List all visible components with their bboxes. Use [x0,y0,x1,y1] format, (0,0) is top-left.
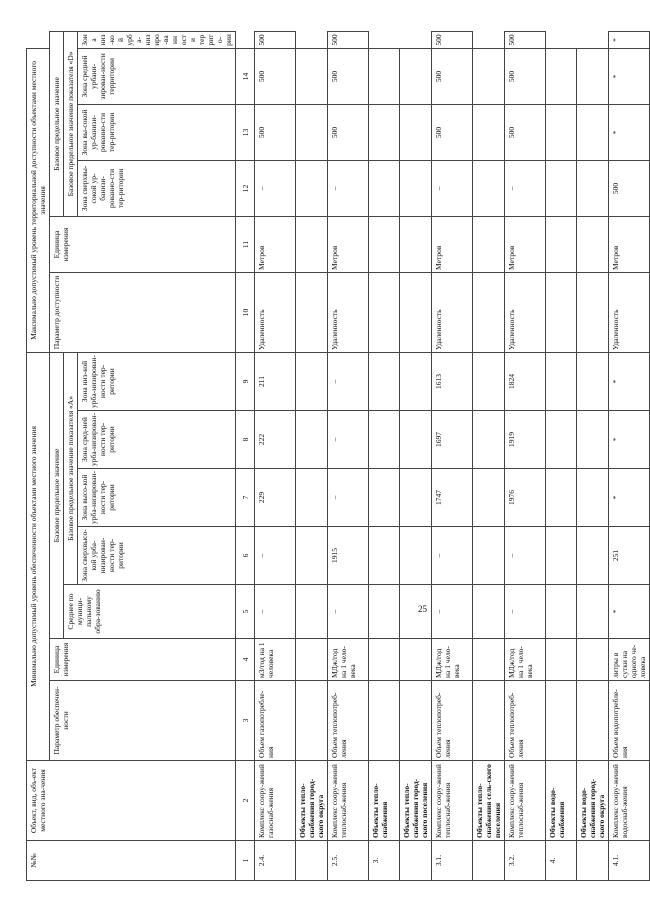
header-num: №№ [27,841,236,881]
row-number [473,841,505,881]
object-name: Комплекс соору-жений водоснаб-жения [609,761,650,841]
row-number: 2.5. [328,841,369,881]
unit-a: литры в сутки на одного че-ловека [609,639,650,681]
empty-cell [577,527,609,585]
empty-cell [546,411,577,469]
empty-cell [546,469,577,527]
empty-cell [369,411,400,469]
zone-a-2-value: 1747 [432,469,473,527]
empty-cell [400,216,432,272]
object-name: Объекты тепло-снабжения город-ского поселения [400,761,432,841]
empty-cell [369,216,400,272]
empty-cell [546,352,577,410]
zone-d-2-value: 500 [432,104,473,160]
zone-a-1-value: – [432,527,473,585]
zone-a-4-value: – [328,352,369,410]
zone-d-4-value: 500 [432,32,473,49]
zone-d-1-value: – [328,160,369,216]
parameter-a: Объем теплопотреб-ления [505,681,546,761]
header-zone-d-3: Зона средней урбани-зирован-ности территории [78,48,236,104]
zone-d-2-value: 500 [255,104,296,160]
header-object: Объект, вид, объ-ект местного зна-чения [27,761,236,841]
table-row [505,32,546,881]
col-number: 3 [236,681,255,761]
zone-d-3-value: 500 [432,48,473,104]
empty-cell [400,160,432,216]
zone-a-4-value: 211 [255,352,296,410]
header-zones-a-title: Базовое предельное значение показателя «А» [64,352,78,584]
empty-cell [296,411,328,469]
header-base-d: Базовое предельное значение [50,32,64,217]
average-value: – [505,585,546,639]
empty-cell [577,681,609,761]
empty-cell [296,216,328,272]
empty-cell [369,527,400,585]
zone-d-2-value: 500 [505,104,546,160]
zone-a-3-value: – [328,411,369,469]
empty-cell [546,216,577,272]
page-number: 25 [418,604,427,614]
parameter-d: Удаленность [432,272,473,352]
empty-cell [400,527,432,585]
empty-cell [546,527,577,585]
empty-cell [577,411,609,469]
group-row [473,32,505,881]
empty-cell [296,639,328,681]
average-value: – [328,585,369,639]
col-number: 13 [236,104,255,160]
zone-d-1-value: – [505,160,546,216]
empty-cell [577,469,609,527]
zone-a-3-value: * [609,411,650,469]
row-number: 3. [369,841,400,881]
object-name: Комплекс соору-жений теплоснаб-жения [505,761,546,841]
table-row [328,32,369,881]
row-number [577,841,609,881]
header-base-a: Базовое предельное значение [50,352,64,638]
col-number: 1 [236,841,255,881]
col-number: 6 [236,527,255,585]
empty-cell [369,272,400,352]
empty-cell [473,352,505,410]
empty-cell [546,681,577,761]
object-name: Объекты водо-снабжения город-ского округа [577,761,609,841]
zone-d-1-value: – [432,160,473,216]
col-number: 5 [236,585,255,639]
parameter-a: Объем теплопотреб-ления [432,681,473,761]
unit-a: МДж/год на 1 чело-века [505,639,546,681]
row-number: 4. [546,841,577,881]
empty-cell [296,352,328,410]
empty-cell [369,160,400,216]
row-number [296,841,328,881]
parameter-d: Удаленность [255,272,296,352]
empty-cell [369,469,400,527]
zone-a-1-value: – [255,527,296,585]
zone-a-4-value: 1824 [505,352,546,410]
empty-cell [473,411,505,469]
zone-d-3-value: * [609,48,650,104]
zone-a-1-value: – [505,527,546,585]
empty-cell [369,104,400,160]
empty-cell [577,160,609,216]
header-zone-d-4: Зона низ-кой урба-низиро-ванности террито-рии [78,32,236,49]
empty-cell [296,160,328,216]
zone-a-1-value: 1915 [328,527,369,585]
parameter-d: Удаленность [328,272,369,352]
empty-cell [400,104,432,160]
col-number: 4 [236,639,255,681]
empty-cell [296,585,328,639]
empty-cell [473,527,505,585]
zone-a-3-value: 1697 [432,411,473,469]
header-zone-a-1: Зона сверхвысо-кой урба-низирован-ности тер-ритории [78,527,236,585]
empty-cell [296,469,328,527]
parameter-a: Объем газопотребле-ния [255,681,296,761]
empty-cell [473,469,505,527]
empty-cell [400,352,432,410]
average-value: – [255,585,296,639]
zone-d-4-value: 500 [505,32,546,49]
empty-cell [369,352,400,410]
zone-a-3-value: 222 [255,411,296,469]
zone-d-2-value: 500 [328,104,369,160]
header-param-a: Параметр обеспечен-ности [50,681,236,761]
object-name: Объекты тепло-снабжения сель-ского поселения [473,761,505,841]
object-name: Комплекс соору-жений газоснаб-жения [255,761,296,841]
empty-cell [296,272,328,352]
unit-d: Метров [432,216,473,272]
col-number: 10 [236,272,255,352]
empty-cell [369,639,400,681]
empty-cell [369,585,400,639]
empty-cell [577,585,609,639]
empty-cell [473,639,505,681]
parameter-a: Объем теплопотреб-ления [328,681,369,761]
zone-a-1-value: 251 [609,527,650,585]
parameter-d: Удаленность [609,272,650,352]
unit-d: Метров [328,216,369,272]
empty-cell [400,639,432,681]
empty-cell [473,216,505,272]
header-zone-a-3: Зона сред-ней урба-низирован-ности тер-ритории [78,411,236,469]
zone-a-2-value: – [328,469,369,527]
empty-cell [296,681,328,761]
header-zones-d-title: Базовое предельное значение показателя «D» [64,32,78,217]
unit-a: МДж/год на 1 чело-века [328,639,369,681]
object-name: Комплекс соору-жений теплоснаб-жения [328,761,369,841]
col-number: 8 [236,411,255,469]
col-number: 14 [236,48,255,104]
zone-d-3-value: 500 [328,48,369,104]
group-row [296,32,328,881]
unit-d: Метров [255,216,296,272]
zone-d-3-value: 500 [505,48,546,104]
zone-d-1-value: 500 [609,160,650,216]
unit-d: Метров [609,216,650,272]
row-number [400,841,432,881]
header-zone-d-1: Зона сверхвы-сокой ур-банизи-рованно-сти тер-ритории [78,160,236,216]
average-value: – [432,585,473,639]
empty-cell [296,48,328,104]
empty-cell [546,585,577,639]
col-number: 7 [236,469,255,527]
empty-cell [577,639,609,681]
header-max-level: Максимально допустимый уровень территориальной доступности объектами местного значения [27,48,50,352]
zone-d-4-value: * [609,32,650,49]
table-row [609,32,650,881]
empty-cell [400,48,432,104]
header-min-level: Минимально допустимый уровень обеспеченности объектами местного значения [27,352,50,760]
col-number: 11 [236,216,255,272]
header-zone-a-2: Зона высо-кой урба-низирован-ности тер-ритории [78,469,236,527]
row-number: 3.1. [432,841,473,881]
group-row [546,32,577,881]
header-zone-d-2: Зона вы-сокой ур-банизи-рованно-сти тер-ритории [78,104,236,160]
zone-a-3-value: 1919 [505,411,546,469]
empty-cell [473,104,505,160]
header-row-2 [50,32,64,881]
empty-cell [546,272,577,352]
empty-cell [473,681,505,761]
object-name: Объекты тепло-снабжения город-ского округа [296,761,328,841]
zone-d-1-value: – [255,160,296,216]
header-row-1 [27,32,50,881]
header-unit-a: Единица измерения [50,639,236,681]
empty-cell [546,104,577,160]
col-number: 9 [236,352,255,410]
unit-d: Метров [505,216,546,272]
empty-cell [369,48,400,104]
row-number: 3.2. [505,841,546,881]
table-row [255,32,296,881]
zone-a-2-value: * [609,469,650,527]
empty-cell [296,104,328,160]
zone-d-2-value: * [609,104,650,160]
empty-cell [400,681,432,761]
empty-cell [577,104,609,160]
object-name: Комплекс соору-жений теплоснаб-жения [432,761,473,841]
empty-cell [473,585,505,639]
unit-a: МДж/год на 1 чело-века [432,639,473,681]
header-param-d: Параметр доступности [50,272,236,352]
object-name: Объекты водо-снабжения [546,761,577,841]
col-number: 12 [236,160,255,216]
header-avg: Среднее по муници-пальному обра-зованию [64,585,236,639]
object-name: Объекты тепло-снабжения [369,761,400,841]
zone-a-4-value: 1613 [432,352,473,410]
zone-a-2-value: 229 [255,469,296,527]
zone-d-4-value: 500 [255,32,296,49]
row-number: 4.1. [609,841,650,881]
parameter-a: Объем водопотребле-ния [609,681,650,761]
empty-cell [577,216,609,272]
group-row [577,32,609,881]
empty-cell [577,272,609,352]
unit-a: м3/год на 1 человека [255,639,296,681]
zone-a-2-value: 1976 [505,469,546,527]
average-value: * [609,585,650,639]
zone-d-4-value: 500 [328,32,369,49]
empty-cell [473,272,505,352]
empty-cell [400,272,432,352]
group-row [400,32,432,881]
zone-d-3-value: 500 [255,48,296,104]
parameter-d: Удаленность [505,272,546,352]
group-row [369,32,400,881]
col-number: 2 [236,761,255,841]
standards-table [26,31,650,881]
row-number: 2.4. [255,841,296,881]
empty-cell [296,527,328,585]
header-zone-a-4: Зона низ-кой урба-низирован-ности тер-ритории [78,352,236,410]
empty-cell [400,469,432,527]
table-row [432,32,473,881]
empty-cell [546,160,577,216]
empty-cell [546,48,577,104]
empty-cell [369,681,400,761]
zone-a-4-value: * [609,352,650,410]
empty-cell [400,411,432,469]
empty-cell [473,160,505,216]
empty-cell [577,48,609,104]
empty-cell [473,48,505,104]
empty-cell [546,639,577,681]
empty-cell [577,352,609,410]
column-number-row [236,32,255,881]
header-unit-d: Единица измерения [50,216,236,272]
